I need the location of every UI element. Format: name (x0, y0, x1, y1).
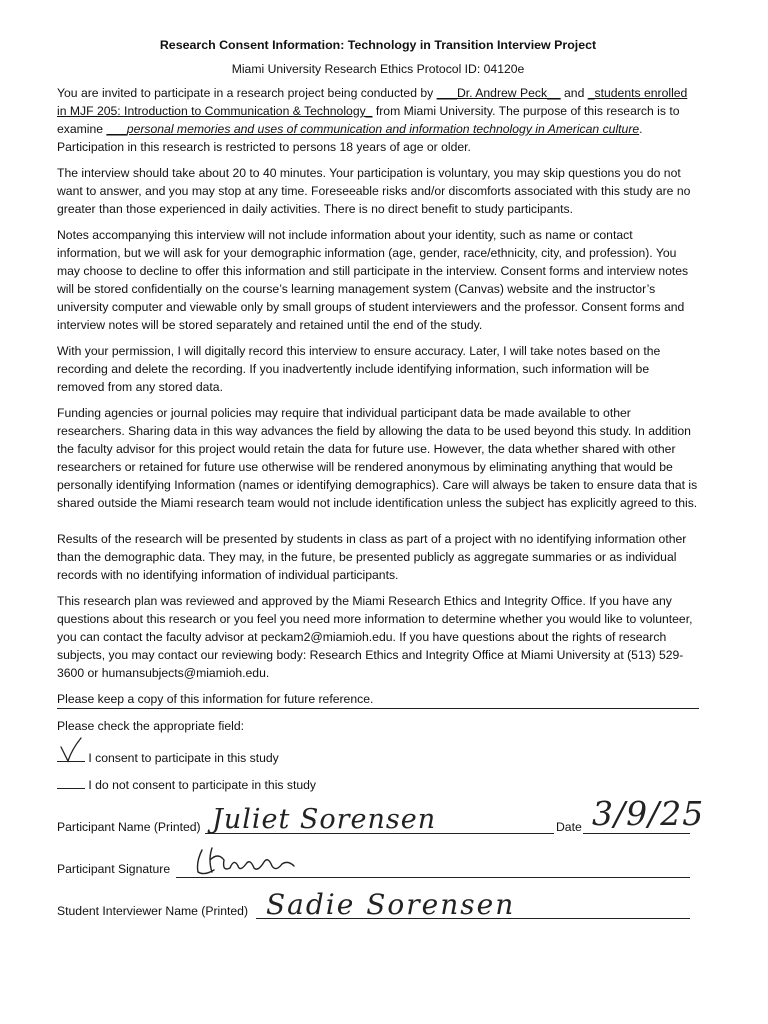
researcher-name: ___Dr. Andrew Peck__ (436, 86, 561, 100)
notes-paragraph: Notes accompanying this interview will not include information about your identity, such as name or contact information, but we will ask for your demographic information (age, gender, race/ethnicity, city, and profession). You may choose to decline to offer this information and still participate in the interview. Consent forms and interview notes will be stored confidentially on the course’s learning management system (Canvas) website and the instructor’s university computer and viewable only by small groups of student interviewers and the professor. Consent forms and interview notes will be stored separately and retained until the end of the study. (57, 228, 689, 332)
intro-paragraph (57, 84, 699, 156)
consent-checkbox-no[interactable] (57, 776, 85, 789)
participant-group: _students enrolled in MJF 205: Introduction to Communication & Technology_ (57, 86, 688, 118)
consent-option-yes[interactable] (57, 749, 699, 767)
interviewer-name-handwriting: Sadie Sorensen (266, 888, 516, 921)
date-label: Date (556, 820, 582, 834)
participant-signature-row (57, 862, 699, 876)
paragraph-gap (57, 520, 699, 530)
keep-copy-line: Please keep a copy of this information for future reference. (57, 690, 699, 709)
date-handwriting: 3/9/25 (592, 794, 705, 833)
signature-scribble-icon (190, 842, 305, 882)
participant-name-handwriting: Juliet Sorensen (212, 804, 437, 835)
checkmark-icon (58, 735, 86, 765)
participant-signature-label: Participant Signature (57, 862, 171, 876)
intro-text: You are invited to participate in a research project being conducted by (57, 86, 437, 100)
consent-option-no[interactable] (57, 776, 699, 794)
funding-paragraph: Funding agencies or journal policies may require that individual participant data be made available to other researchers. Sharing data in this way advances the field by allowing the data to be used beyond this study. In addition the faculty advisor for this project would retain the data for future use. However, the data whether shared with other researchers or retained for future use otherwise will be rendered anonymous by eliminating anything that would be personally identifying Information (names or identifying demographics). Care will always be taken to ensure data that is shared outside the Miami research team would not include identification unless the subject has explicitly agreed to this. (57, 406, 698, 510)
consent-prompt: Please check the appropriate field: (57, 719, 244, 733)
participant-name-label: Participant Name (Printed) (57, 820, 201, 834)
interviewer-name-label: Student Interviewer Name (Printed) (57, 904, 249, 918)
consent-document (57, 36, 699, 803)
intro-text: from Miami University. The purpose of this research is to examine (57, 104, 680, 136)
results-paragraph: Results of the research will be presented by students in class as part of a project with no identifying information other than the demographic data. They may, in the future, be presented publicly as aggregate summaries or as individual records with no identifying information of individual participants. (57, 532, 687, 582)
document-title: Research Consent Information: Technology in Transition Interview Project (159, 38, 597, 52)
date-line[interactable] (583, 833, 690, 834)
review-paragraph: This research plan was reviewed and approved by the Miami Research Ethics and Integrity Office. If you have any questions about this research or you feel you need more information to determine whether you would like to volunteer, you can contact the faculty advisor at peckam2@miamioh.edu. If you have questions about the rights of research subjects, you may contact our reviewing body: Research Ethics and Integrity Office at Miami University at (513) 529-3600 or humansubjects@miamioh.edu. (57, 594, 693, 680)
consent-option-no-label: I do not consent to participate in this study (85, 778, 317, 792)
date-label-row (556, 820, 596, 834)
consent-option-yes-label: I consent to participate in this study (85, 751, 279, 765)
duration-paragraph: The interview should take about 20 to 40 minutes. Your participation is voluntary, you may skip questions you do not want to answer, and you may stop at any time. Foreseeable risks and/or discomforts associated with this study are no greater than those experienced in daily activities. There is no direct benefit to study participants. (57, 166, 691, 216)
intro-text: and (560, 86, 588, 100)
intro-text: . Participation in this research is restricted to persons 18 years of age or older. (57, 122, 643, 154)
purpose-blank: ___ (106, 122, 127, 136)
protocol-id: Miami University Research Ethics Protocol ID: 04120e (231, 62, 525, 76)
recording-paragraph: With your permission, I will digitally record this interview to ensure accuracy. Later, I will take notes based on the recording and delete the recording. If you inadvertently include identifying information, such information will be removed from any stored data. (57, 344, 661, 394)
research-purpose: personal memories and uses of communication and information technology in American culture (126, 122, 640, 136)
